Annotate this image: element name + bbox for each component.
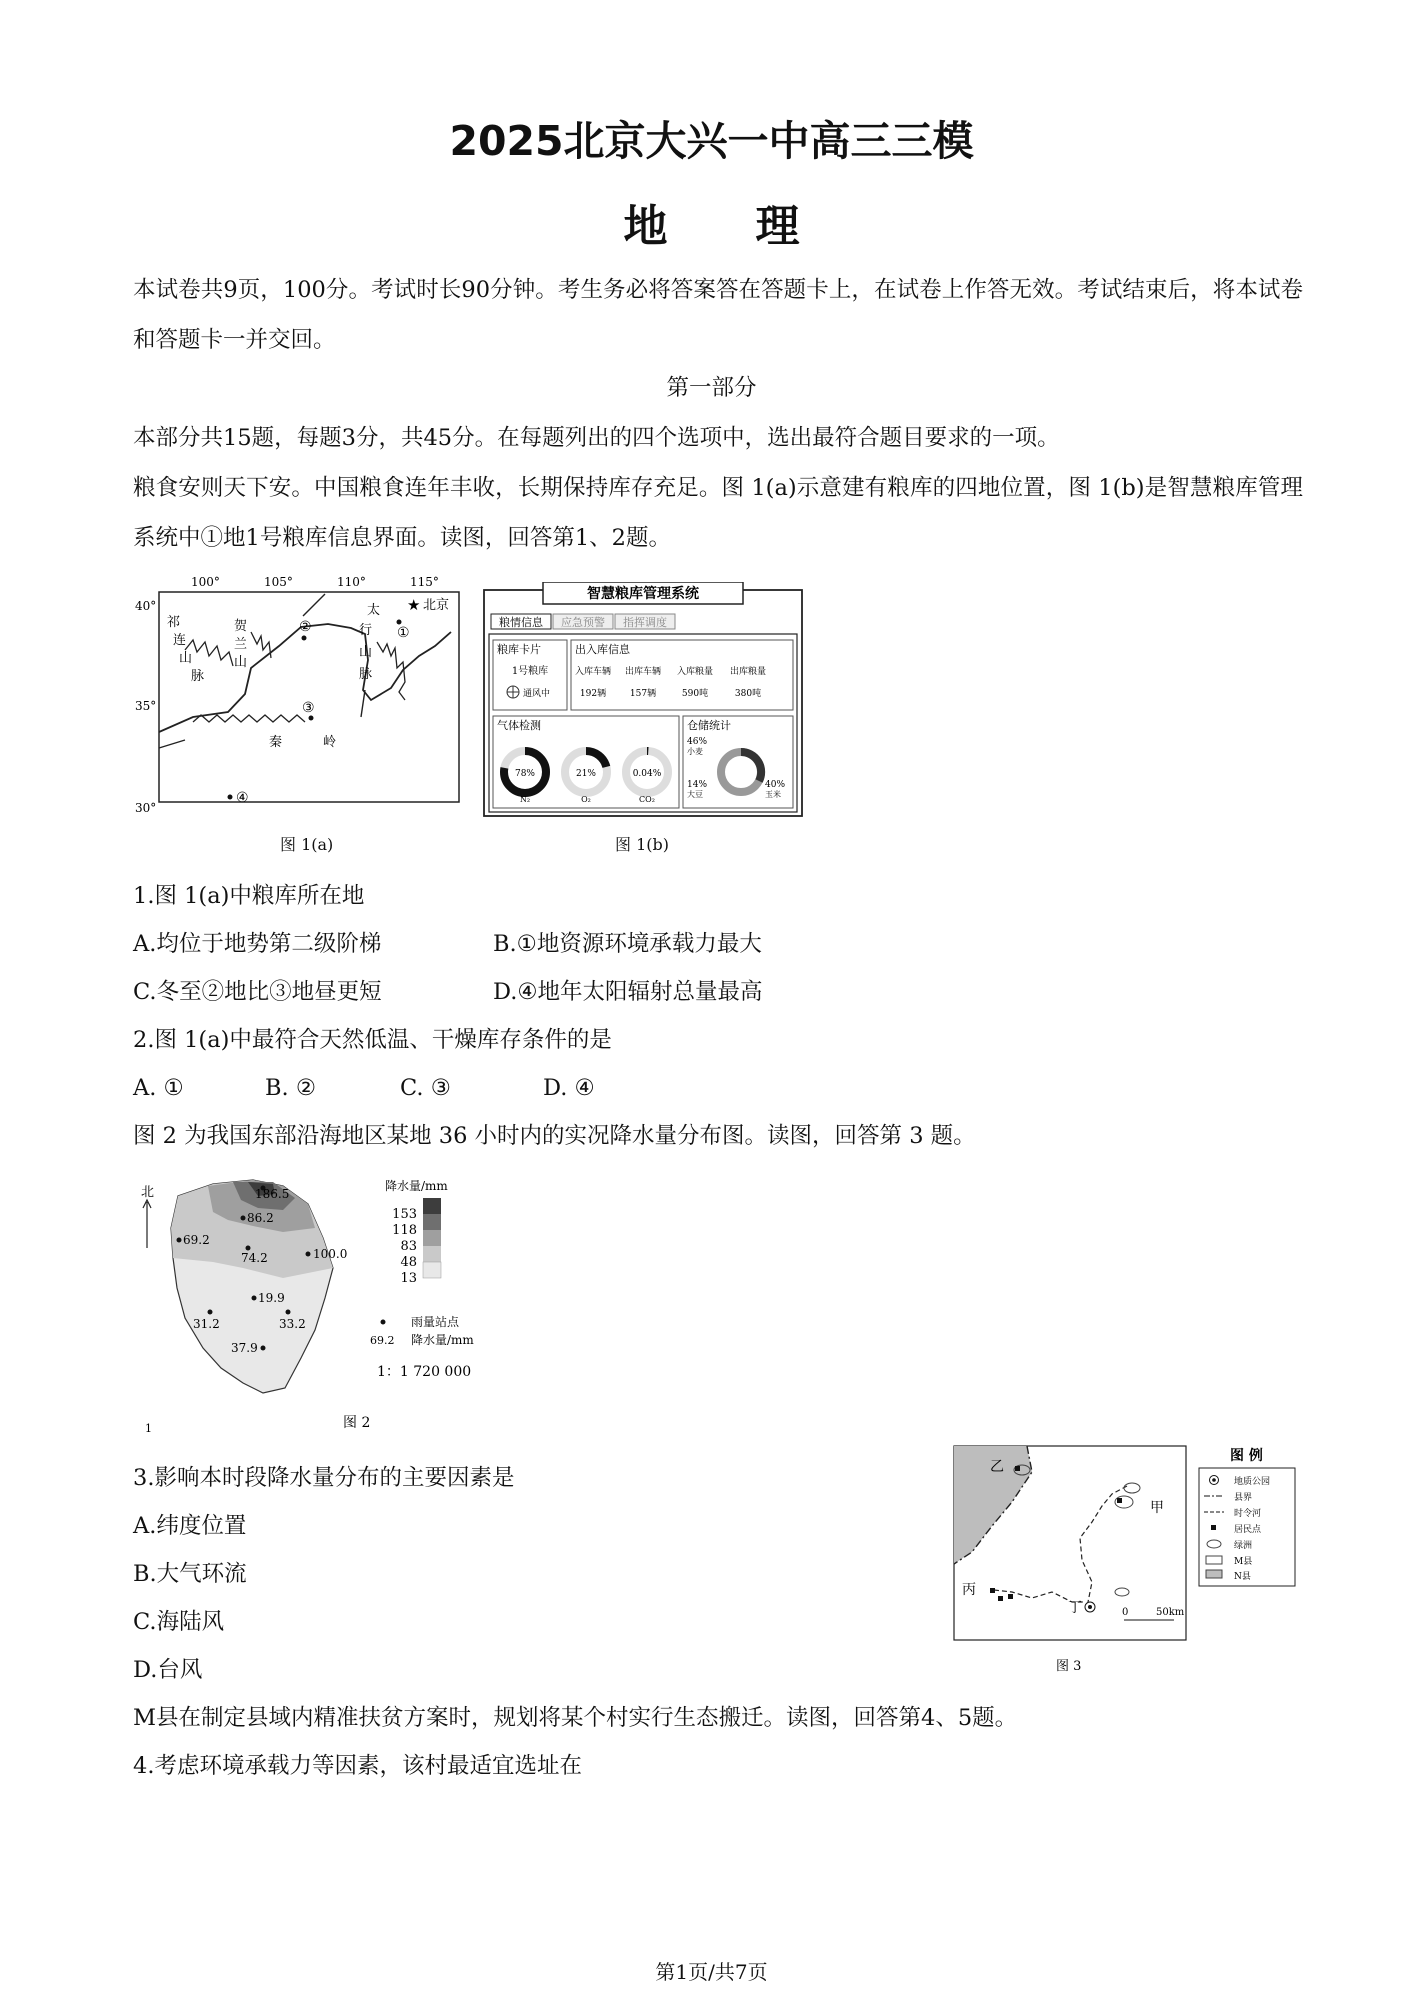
lat-label: 40° <box>135 599 157 613</box>
mountain-label: 祁 <box>167 615 181 630</box>
legend-swatch <box>423 1198 441 1214</box>
station-value: 86.2 <box>247 1211 274 1225</box>
star-icon: ★ <box>407 596 421 614</box>
corner-mark: 1 <box>145 1422 152 1435</box>
legend-item: 居民点 <box>1234 1525 1262 1535</box>
question-3-intro: 图 2 为我国东部沿海地区某地 36 小时内的实况降水量分布图。读图，回答第 3 题。 <box>133 1123 976 1149</box>
legend-value: 153 <box>392 1207 417 1222</box>
legend-swatch <box>423 1214 441 1230</box>
mountain-label: 兰 <box>234 637 248 652</box>
rain-station <box>306 1252 311 1257</box>
legend-swatch <box>423 1230 441 1246</box>
map-scale: 1：1 720 000 <box>377 1364 472 1380</box>
site-dot <box>309 716 314 721</box>
rain-station <box>208 1310 213 1315</box>
tab-label: 粮情信息 <box>499 616 543 629</box>
gauge-label: N₂ <box>519 795 531 804</box>
part-description: 本部分共15题，每题3分，共45分。在每题列出的四个选项中，选出最符合题目要求的一项。 <box>133 425 1060 451</box>
station-legend-label: 雨量站点 <box>411 1315 460 1329</box>
question-4-stem: 4.考虑环境承载力等因素，该村最适宜选址在 <box>133 1753 582 1779</box>
site-label: ① <box>397 625 410 641</box>
place-label: 乙 <box>990 1459 1004 1475</box>
exam-title: 2025北京大兴一中高三三模 <box>449 117 974 165</box>
io-title: 出入库信息 <box>575 643 630 656</box>
io-header: 出库粮量 <box>729 667 767 677</box>
station-value: 31.2 <box>193 1317 220 1331</box>
city-label: 北京 <box>423 598 450 613</box>
figure-1a-caption: 图 1(a) <box>280 835 334 854</box>
geopark-icon-center <box>1088 1605 1092 1609</box>
station-value: 186.5 <box>255 1187 290 1201</box>
geopark-legend-icon-center <box>1212 1478 1216 1482</box>
io-value: 192辆 <box>579 689 607 699</box>
subject-title: 地理 <box>623 201 888 252</box>
mountain-label: 山 <box>359 645 373 660</box>
storage-label: 大豆 <box>687 790 703 799</box>
page-number: 第1页/共7页 <box>655 1960 768 1984</box>
station-value: 100.0 <box>313 1247 348 1261</box>
figure-2-precip-map <box>133 1168 493 1440</box>
site-label: ④ <box>236 790 249 806</box>
legend-value: 13 <box>400 1271 417 1286</box>
card-title: 粮库卡片 <box>497 643 541 656</box>
gauge-value: 21% <box>575 769 597 779</box>
site-label: ② <box>299 619 312 635</box>
figure-1a-map <box>133 572 463 822</box>
system-title: 智慧粮库管理系统 <box>587 586 699 602</box>
lon-label: 115° <box>410 575 439 589</box>
mountain-label: 脉 <box>359 667 373 682</box>
q1-option-c: C.冬至②地比③地昼更短 <box>133 979 382 1005</box>
station-value: 19.9 <box>258 1291 285 1305</box>
q3-option-d: D.台风 <box>133 1657 203 1683</box>
part-title: 第一部分 <box>666 375 757 401</box>
io-value: 590吨 <box>681 689 709 699</box>
legend-swatch <box>423 1246 441 1262</box>
q3-option-a: A.纬度位置 <box>133 1513 247 1539</box>
rain-station <box>246 1246 251 1251</box>
io-value: 380吨 <box>734 689 762 699</box>
site-dot <box>302 636 307 641</box>
mountain-label: 贺 <box>234 619 248 634</box>
storage-value: 14% <box>687 780 708 790</box>
granary-name: 1号粮库 <box>511 666 549 677</box>
station-value: 69.2 <box>183 1233 210 1247</box>
mountain-label: 太 <box>367 603 381 618</box>
rain-station <box>241 1216 246 1221</box>
figure-1b-caption: 图 1(b) <box>615 835 669 854</box>
figure-3-county-map <box>952 1442 1312 1678</box>
q1-option-b: B.①地资源环境承载力最大 <box>493 931 762 957</box>
north-arrow-icon <box>143 1200 151 1248</box>
gauge-value: 78% <box>514 769 536 779</box>
site-label: ③ <box>302 700 315 716</box>
station-legend-icon <box>381 1320 386 1325</box>
gas-title: 气体检测 <box>497 719 541 732</box>
tab-label: 指挥调度 <box>623 616 667 629</box>
legend-value: 118 <box>392 1223 417 1238</box>
legend-value: 83 <box>400 1239 417 1254</box>
q1-option-a: A.均位于地势第二级阶梯 <box>133 931 382 957</box>
place-label: 丙 <box>962 1582 976 1598</box>
legend-item: 县界 <box>1234 1493 1253 1503</box>
legend-title: 图 例 <box>1230 1448 1263 1464</box>
mountain-label: 连 <box>173 633 187 648</box>
lat-label: 30° <box>135 801 157 815</box>
lon-label: 105° <box>264 575 293 589</box>
io-header: 入库粮量 <box>676 667 714 677</box>
legend-value: 48 <box>400 1255 417 1270</box>
io-header: 出库车辆 <box>624 667 662 677</box>
gauge-value: 0.04% <box>632 769 662 779</box>
rain-station <box>177 1238 182 1243</box>
rain-station <box>261 1346 266 1351</box>
tab-label: 应急预警 <box>561 616 605 629</box>
legend-title: 降水量/mm <box>385 1179 448 1193</box>
legend-item: 绿洲 <box>1234 1541 1253 1551</box>
rain-station <box>286 1310 291 1315</box>
storage-label: 玉米 <box>765 790 781 799</box>
mountain-label: 岭 <box>323 735 337 750</box>
lon-label: 100° <box>191 575 220 589</box>
station-value: 37.9 <box>231 1341 258 1355</box>
settlement <box>1117 1498 1122 1503</box>
station-value: 74.2 <box>241 1251 268 1265</box>
question-1-2-stem: 粮食安则天下安。中国粮食连年丰收，长期保持库存充足。图 1(a)示意建有粮库的四地位置，图 1(b)是智慧粮库管理系统中①地1号粮库信息界面。读图，回答第1、2题。 <box>133 475 1303 551</box>
q3-option-b: B.大气环流 <box>133 1561 247 1587</box>
settlement <box>1015 1466 1020 1471</box>
value-legend-label: 降水量/mm <box>411 1333 474 1347</box>
q1-option-d: D.④地年太阳辐射总量最高 <box>493 979 763 1005</box>
county-n-legend-icon <box>1206 1570 1222 1578</box>
io-header: 入库车辆 <box>574 667 612 677</box>
site-dot <box>397 620 402 625</box>
q2-option-c: C. ③ <box>400 1075 451 1101</box>
mountain-label: 山 <box>179 651 193 666</box>
place-label: 丁 <box>1068 1600 1082 1616</box>
q2-option-b: B. ② <box>265 1075 317 1101</box>
granary-status: 通风中 <box>523 689 551 699</box>
county-m-legend-icon <box>1206 1556 1222 1564</box>
q3-option-c: C.海陆风 <box>133 1609 225 1635</box>
settlement-legend-icon <box>1211 1525 1216 1530</box>
q2-option-a: A. ① <box>133 1075 184 1101</box>
legend-item: N县 <box>1234 1572 1251 1582</box>
mountain-label: 脉 <box>191 669 205 684</box>
mountain-label: 山 <box>234 655 248 670</box>
storage-label: 小麦 <box>687 747 703 756</box>
storage-value: 40% <box>765 780 786 790</box>
figure-2-caption: 图 2 <box>343 1415 371 1431</box>
rain-station <box>252 1296 257 1301</box>
q2-option-d: D. ④ <box>543 1075 595 1101</box>
settlement <box>990 1588 995 1593</box>
io-value: 157辆 <box>629 689 657 699</box>
question-1-stem: 1.图 1(a)中粮库所在地 <box>133 883 365 909</box>
station-value: 33.2 <box>279 1317 306 1331</box>
lon-label: 110° <box>337 575 366 589</box>
north-label: 北 <box>141 1185 155 1200</box>
legend-item: 时令河 <box>1234 1509 1262 1519</box>
lat-label: 35° <box>135 699 157 713</box>
gauge-label: CO₂ <box>639 795 655 804</box>
figure-1b-dashboard <box>483 582 803 818</box>
storage-value: 46% <box>687 737 708 747</box>
scale-label: 0 <box>1122 1607 1129 1618</box>
storage-title: 仓储统计 <box>687 719 731 732</box>
place-label: 甲 <box>1150 1500 1164 1516</box>
legend-item: 地质公园 <box>1234 1477 1271 1487</box>
site-dot <box>228 795 233 800</box>
settlement <box>998 1596 1003 1601</box>
legend-swatch <box>423 1262 441 1278</box>
exam-instructions: 本试卷共9页，100分。考试时长90分钟。考生务必将答案答在答题卡上，在试卷上作答无效。考试结束后，将本试卷和答题卡一并交回。 <box>133 277 1303 353</box>
settlement <box>1008 1594 1013 1599</box>
value-legend-sample: 69.2 <box>370 1334 395 1347</box>
mountain-label: 秦 <box>269 735 283 750</box>
legend-item: M县 <box>1234 1557 1253 1567</box>
question-2-stem: 2.图 1(a)中最符合天然低温、干燥库存条件的是 <box>133 1027 612 1053</box>
scale-label: 50km <box>1156 1607 1185 1618</box>
mountain-label: 行 <box>359 623 373 638</box>
figure-3-caption: 图 3 <box>1056 1659 1082 1674</box>
question-4-5-intro: M县在制定县域内精准扶贫方案时，规划将某个村实行生态搬迁。读图，回答第4、5题。 <box>133 1705 1018 1731</box>
gauge-label: O₂ <box>581 795 591 804</box>
question-3-stem: 3.影响本时段降水量分布的主要因素是 <box>133 1465 515 1491</box>
